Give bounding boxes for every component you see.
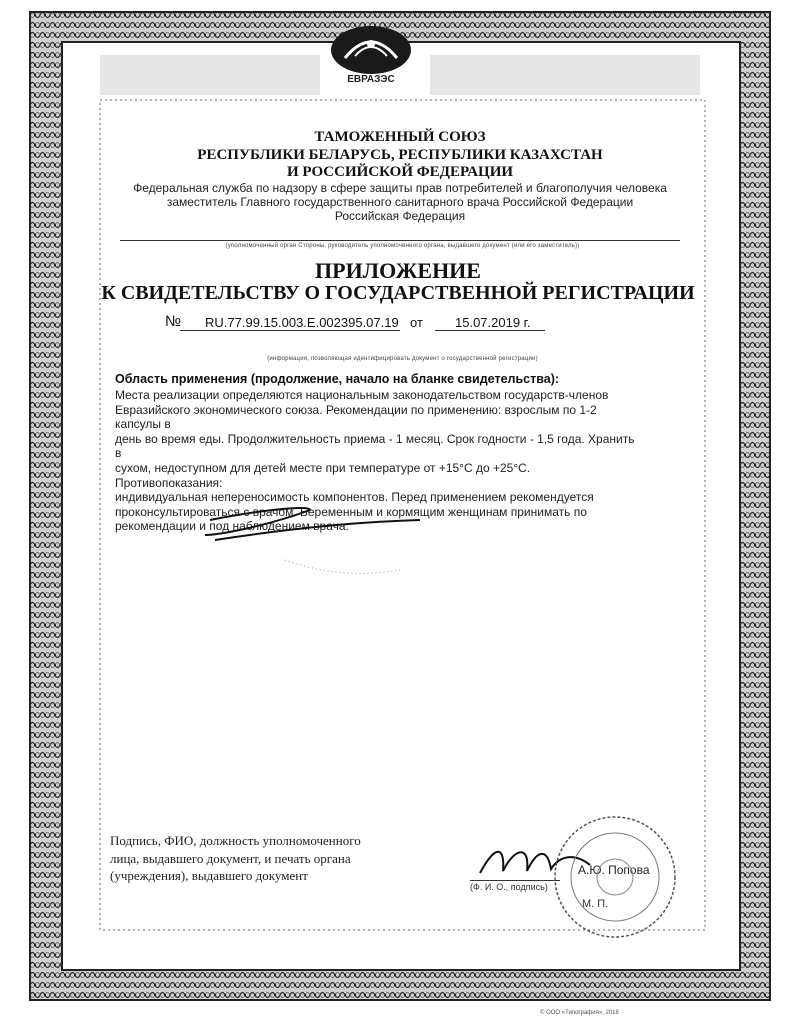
header-line-3: И РОССИЙСКОЙ ФЕДЕРАЦИИ — [286, 164, 514, 180]
header-line-2: РЕСПУБЛИКИ БЕЛАРУСЬ, РЕСПУБЛИКИ КАЗАХСТАН — [197, 147, 603, 163]
header-sub-2: заместитель Главного государственного санитарного врача Российской Федерации — [166, 195, 634, 209]
printer-footer: © ООО «Типография», 2018 — [540, 1010, 619, 1016]
header-sub-1: Федеральная служба по надзору в сфере защиты прав потребителей и благополучия человека — [133, 181, 667, 195]
date-from-label: от — [410, 315, 423, 330]
appendix-title: ПРИЛОЖЕНИЕ — [315, 258, 481, 283]
area-heading: Область применения (продолжение, начало на бланке свидетельства): — [115, 372, 560, 386]
official-stamp-icon — [540, 812, 690, 942]
area-text: Места реализации определяются национальным законодательством государств-членов Евразийского экономического союза. Рекомендации по применению: взрослым по 1-2 капсулы в день во время еды. Продолжительность приема - 1 месяц. Срок годности - 1,5 года. Хранить в сухом, недоступном для детей месте при температуре от +15°С до +25°С. Противопоказания: индивидуальная непереносимость компонентов. Перед применением рекомендуется проконсультироваться с врачом. Беременным и кормящим женщинам принимать по рекомендации и под наблюдением врача. — [115, 388, 635, 534]
header-sub-3: Российская Федерация — [334, 209, 466, 223]
logo-text: ЕВРАЗЭС — [347, 74, 395, 85]
appendix-subtitle: К СВИДЕТЕЛЬСТВУ О ГОСУДАРСТВЕННОЙ РЕГИСТРАЦИИ — [101, 282, 695, 304]
stamp-label: М. П. — [582, 898, 609, 910]
authority-caption: (уполномоченный орган Стороны, руководитель уполномоченного органа, выдавшего документ (или его заместитель)) — [225, 243, 580, 249]
signature-caption: Подпись, ФИО, должность уполномоченного лица, выдавшего документ, и печать органа (учреждения), выдавшего документ — [110, 833, 361, 883]
registration-date: 15.07.2019 г. — [455, 315, 531, 330]
number-sign: № — [165, 313, 182, 330]
fio-label: (Ф. И. О., подпись) — [470, 882, 548, 892]
header-line-1: ТАМОЖЕННЫЙ СОЮЗ — [314, 129, 486, 145]
signature-scribble-upper — [200, 490, 520, 600]
registration-caption: (информация, позволяющая идентифицировать документ о государственной регистрации) — [267, 356, 538, 362]
signer-name: А.Ю. Попова — [578, 863, 650, 877]
registration-number: RU.77.99.15.003.Е.002395.07.19 — [205, 315, 399, 330]
eurasec-emblem-icon — [325, 22, 417, 76]
eurasec-logo — [325, 22, 417, 92]
